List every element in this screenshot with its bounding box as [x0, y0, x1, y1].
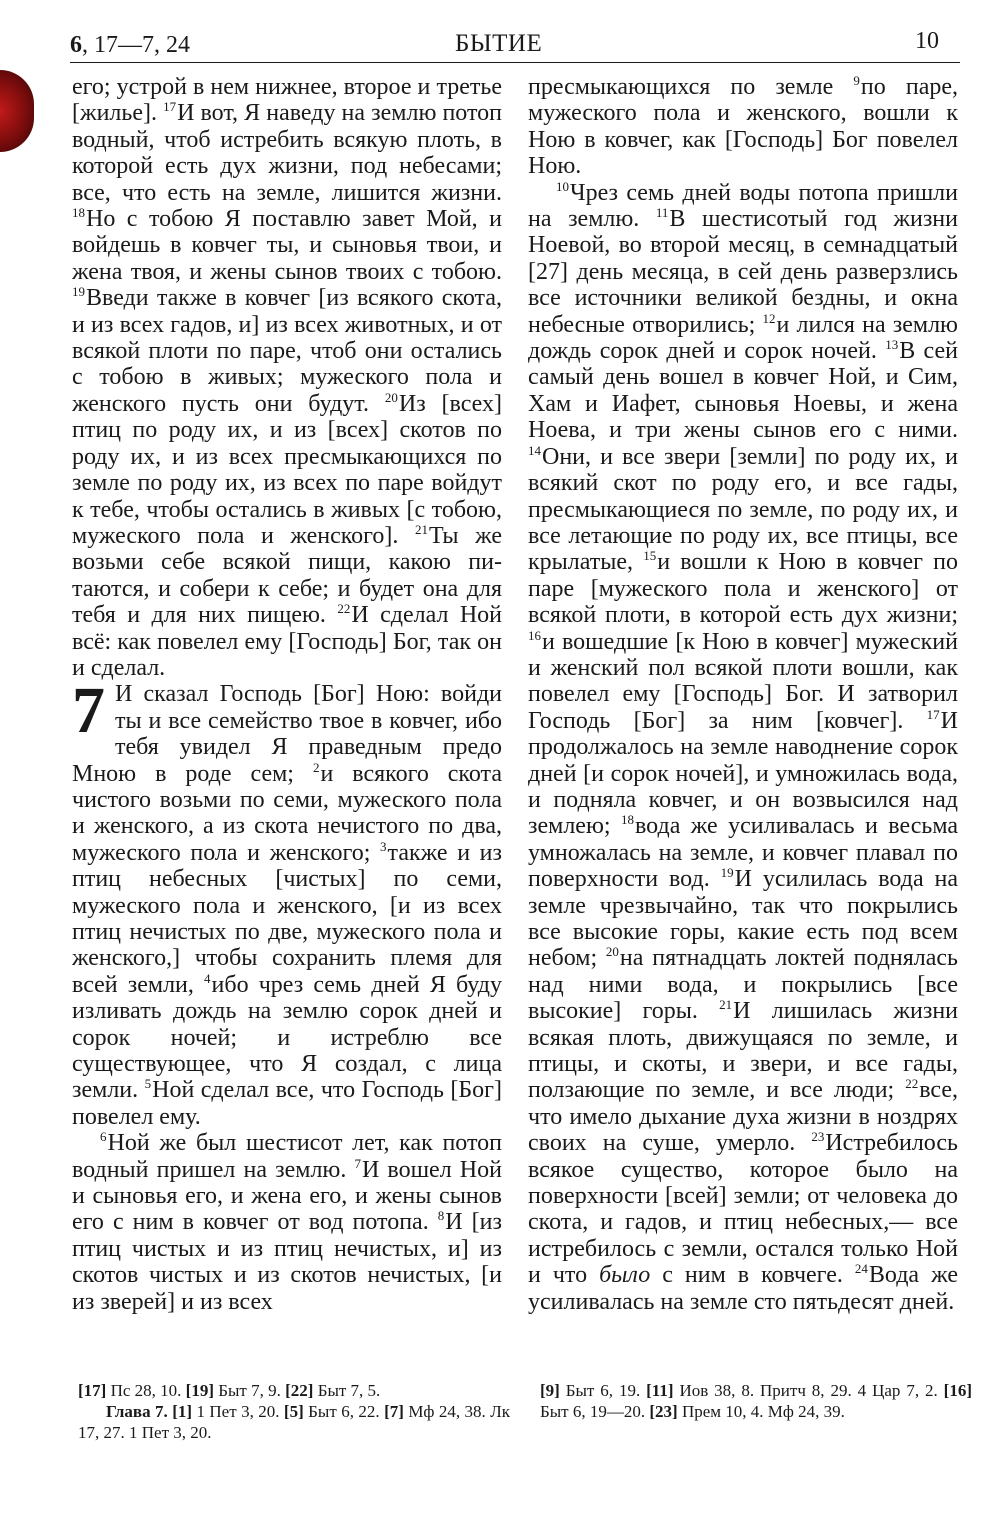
thumb-index-tab	[0, 70, 34, 152]
verse-number: 7	[354, 1155, 361, 1171]
verse-number: 22	[905, 1076, 919, 1092]
verse-number: 22	[337, 601, 351, 617]
page-number: 10	[915, 28, 939, 54]
text-column-right	[528, 74, 958, 1315]
verse-number: 19	[72, 284, 85, 300]
verse-number: 17	[926, 706, 940, 722]
verse-number: 15	[643, 548, 657, 564]
verse-number: 21	[414, 521, 428, 537]
text-column-left	[72, 74, 502, 1315]
verse-number: 19	[720, 865, 734, 881]
verse-number: 9	[853, 73, 860, 88]
cross-references-right: [9] Быт 6, 19. [11] Иов 38, 8. Притч 8, 29. 4 Цар 7, 2. [16] Быт 6, 19—20. [23] Прем 10, 4. Мф 24, 39.	[540, 1381, 972, 1421]
verse-number: 20	[605, 944, 619, 960]
verse-number: 8	[437, 1208, 445, 1224]
header-rule	[70, 62, 960, 63]
verse-number: 13	[885, 337, 899, 353]
paragraph: $^6$Ной же был шестисот лет, как потоп водный пришел на землю. $^7$И вошел Ной и сыновья его, и жена его, и жены сынов его с ним в ковчег от вод потопа. $^8$И [из птиц чистых и из птиц нечистых, и] из скотов чистых и из скотов нечистых, [и из зверей] и из всех	[72, 1129, 502, 1315]
verse-number: 23	[811, 1129, 825, 1145]
paragraph: его; устрой в нем нижнее, второе и третье [жилье]. $^{17}$И вот, Я наведу на землю потоп водный, чтоб истребить всякую плоть, в которой есть дух жизни, под небесами; все, что есть на земле, лишится жизни. $^{18}$Но с тобою Я поставлю завет Мой, и войдешь в ковчег ты, и сыновья твои, и жена твоя, и жены сынов твоих с тобою. $^{19}$Введи также в ковчег [из всякого скота, и из всех гадов, и] из всех животных, и от всякой плоти по паре, чтоб они остались с тобою в живых; мужеского пола и женского пусть они будут. $^{20}$Из [всех] птиц по роду их, и из [всех] скотов по роду их, и из всех пресмыкающихся по земле по роду их, из всех по паре войдут к тебе, чтобы остались в живых [с тобою, мужеского пола и женского]. $^{21}$Ты же возьми себе всякой пищи, какою питаются, и собери к себе; и будет она для тебя и для них пищею. $^{22}$И сделал Ной всё: как повелел ему [Господь] Бог, так он и сделал.	[72, 74, 503, 681]
verse-number: 16	[528, 627, 541, 643]
chapter-drop-number: 7	[72, 674, 105, 748]
verse-number: 17	[163, 99, 177, 115]
book-title: БЫТИЕ	[455, 30, 543, 57]
chapter-verse-range: 6, 17—7, 24	[70, 32, 190, 58]
verse-number: 18	[72, 205, 85, 221]
verse-number: 4	[204, 970, 211, 986]
verse-number: 10	[556, 178, 569, 194]
paragraph: $^{10}$Чрез семь дней воды потопа пришли на землю. $^{11}$В шестисотый год жизни Ноевой, во второй месяц, в семнадцатый [27] день месяца, в сей день разверзлись все источники великой бездны, и окна небесные отворились; $^{12}$и лился на землю дождь сорок дней и сорок ночей. $^{13}$В сей самый день вошел в ковчег Ной, и Сим, Хам и Иафет, сыновья Ноевы, и жена Ноева, и три жены сынов его с ними. $^{14}$Они, и все звери [земли] по роду их, и всякий скот по роду его, и все гады, пресмыкающиеся по земле, по роду их, и все летающие по роду их, все птицы, все крылатые, $^{15}$и вошли к Ною в ковчег по паре [мужеского пола и женского] от всякой плоти, в которой есть дух жизни; $^{16}$и вошедшие [к Ною в ковчег] мужеский и женский пол всякой плоти вошли, как повелел ему [Господь] Бог. И затворил Господь [Бог] за ним [ковчег]. $^{17}$И продолжалось на земле наводнение сорок дней [и сорок ночей], и умножилась вода, и подняла ковчег, и он возвысился над землею; $^{18}$вода же усиливалась и весьма умножалась на земле, и ковчег плавал по поверхности вод. $^{19}$И усилилась вода на земле чрезвычайно, так что покрылись все высокие горы, какие есть под всем небом; $^{20}$на пятнадцать локтей поднялась над ними вода, и покрылись [все высокие] горы. $^{21}$И лишилась жизни всякая плоть, движущаяся по земле, и птицы, и скоты, и звери, и все гады, ползающие по земле, и все люди; $^{22}$все, что имело дыхание духа жизни в ноздрях своих на суше, умерло. $^{23}$Истребилось всякое существо, которое было на поверхности [всей] земли; от человека до скота, и гадов, и птиц небесных,— все истребилось с земли, остался только Ной и что было с ним в ковчеге. $^{24}$Вода же усиливалась на земле сто пятьдесят дней.	[528, 178, 959, 1315]
verse-number: 5	[144, 1076, 152, 1092]
verse-number: 20	[384, 389, 398, 405]
verse-number: 6	[100, 1129, 107, 1145]
running-header	[0, 26, 1000, 62]
verse-number: 11	[655, 205, 669, 221]
verse-number: 21	[719, 997, 733, 1013]
chapter-paragraph: 7 И сказал Господь [Бог] Ною: войди ты и все семейство твое в ковчег, ибо тебя увидел Я праведным предо Мною в роде сем; $^2$и всякого скота чистого возьми по семи, мужеского пола и женского, а из скота нечистого по два, мужеского пола и женского; $^3$также и из птиц небесных [чистых] по семи, мужеского пола и женского, [и из всех птиц нечистых по две, мужеского пола и женского,] чтобы сохранить племя для всей земли, $^4$ибо чрез семь дней Я буду изливать дождь на землю сорок дней и сорок ночей; и истреблю все существующее, что Я создал, с лица земли. $^5$Ной сделал все, что Господь [Бог] повелел ему.	[72, 674, 502, 1130]
verse-number: 18	[621, 812, 634, 828]
verse-number: 24	[854, 1261, 868, 1277]
verse-number: 14	[528, 442, 541, 458]
verse-number: 2	[312, 759, 320, 775]
verse-number: 12	[762, 310, 776, 326]
paragraph: пресмыкающихся по земле $^9$по паре, мужеского пола и женского, вошли к Ною в ковчег, как [Господь] Бог повелел Ною.	[528, 73, 958, 180]
cross-references-left: [17] Пс 28, 10. [19] Быт 7, 9. [22] Быт 7, 5. Глава 7. [1] 1 Пет 3, 20. [5] Быт 6, 22. [7] Мф 24, 38. Лк 17, 27. 1 Пет 3, 20.	[78, 1381, 510, 1442]
italic-word: было	[599, 1262, 651, 1289]
verse-number: 3	[380, 838, 387, 854]
